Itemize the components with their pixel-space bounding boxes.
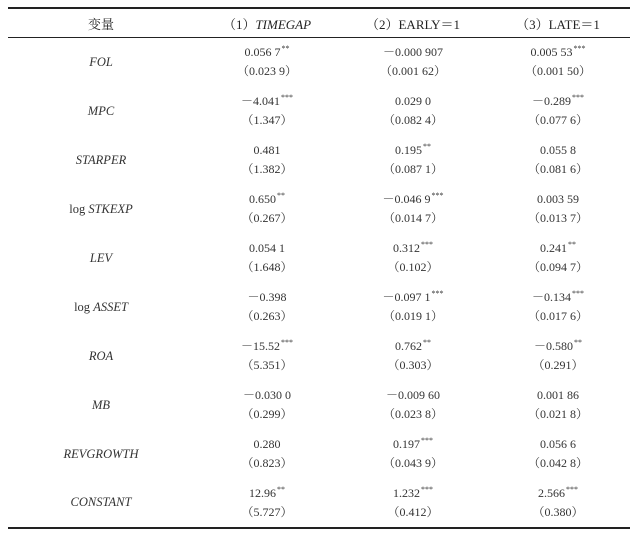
- variable-prefix: log: [69, 201, 89, 216]
- coefficient-line: [194, 435, 340, 454]
- standard-error: （0.094 7）: [527, 260, 588, 274]
- variable-name-cell: [8, 136, 194, 185]
- coefficient-line: [194, 92, 340, 111]
- estimate-cell-c2: [340, 332, 486, 381]
- variable-name: MPC: [87, 103, 115, 118]
- standard-error: （0.412）: [387, 504, 439, 519]
- significance-stars: ***: [281, 338, 293, 347]
- coefficient: －0.097 1: [382, 290, 431, 304]
- estimate-cell-c1: [194, 479, 340, 528]
- coefficient: 1.232: [393, 485, 420, 500]
- coefficient-line: [194, 239, 340, 258]
- coefficient: －0.046 9: [382, 192, 431, 206]
- coefficient: 0.762: [395, 339, 422, 353]
- estimate-cell-c2: [340, 381, 486, 430]
- estimate-cell-c2: [340, 38, 486, 87]
- significance-stars: ***: [421, 436, 433, 445]
- estimate-cell-c3: [486, 185, 630, 234]
- coefficient: 0.481: [253, 143, 281, 157]
- coefficient-line: [486, 239, 630, 258]
- significance-stars: **: [574, 338, 582, 347]
- coefficient: 0.056 6: [540, 437, 576, 451]
- coefficient-line: [194, 288, 340, 307]
- estimate-cell-c3: [486, 136, 630, 185]
- coefficient-line: [194, 386, 340, 405]
- coefficient-line: [194, 337, 340, 356]
- header-timegap-prefix: （1）: [222, 16, 256, 32]
- significance-stars: ***: [573, 44, 586, 54]
- coefficient-line: [486, 288, 630, 307]
- coefficient-line: [340, 141, 486, 160]
- standard-error: （1.347）: [241, 113, 293, 127]
- coefficient: 0.280: [253, 437, 281, 451]
- coefficient-line: [194, 484, 340, 503]
- variable-prefix: log: [74, 299, 94, 314]
- coefficient: 0.003 59: [537, 192, 579, 206]
- table-row: [8, 38, 630, 87]
- variable-name: REVGROWTH: [63, 446, 139, 461]
- estimate-cell-c2: [340, 136, 486, 185]
- variable-name-cell: [8, 38, 194, 87]
- variable-name: CONSTANT: [70, 495, 132, 509]
- estimate-cell-c3: [486, 283, 630, 332]
- estimate-cell-c3: [486, 381, 630, 430]
- estimate-cell-c2: [340, 283, 486, 332]
- estimate-cell-c1: [194, 38, 340, 87]
- coefficient: －0.134: [531, 290, 571, 304]
- estimate-cell-c2: [340, 234, 486, 283]
- variable-name: LEV: [89, 250, 113, 265]
- standard-error: （0.299）: [241, 407, 293, 421]
- estimate-cell-c3: [486, 332, 630, 381]
- coefficient: 0.001 86: [537, 388, 579, 402]
- variable-name-cell: [8, 430, 194, 479]
- regression-table-container: [8, 7, 630, 529]
- coefficient: 0.241: [540, 241, 567, 255]
- table-row: [8, 332, 630, 381]
- coefficient-line: [486, 43, 630, 62]
- variable-name-cell: [8, 381, 194, 430]
- standard-error: （0.081 6）: [527, 162, 588, 176]
- significance-stars: ***: [421, 484, 433, 494]
- standard-error: （0.380）: [532, 504, 584, 519]
- significance-stars: ***: [572, 93, 584, 102]
- coefficient-line: [486, 190, 630, 209]
- coefficient-line: [340, 239, 486, 258]
- standard-error: （0.013 7）: [527, 211, 588, 225]
- standard-error: （0.017 6）: [527, 309, 588, 323]
- standard-error: （0.823）: [241, 456, 293, 470]
- coefficient: 0.055 8: [540, 143, 576, 157]
- coefficient: －0.580: [533, 339, 573, 353]
- standard-error: （0.263）: [241, 309, 293, 323]
- coefficient-line: [340, 43, 486, 62]
- estimate-cell-c2: [340, 185, 486, 234]
- coefficient-line: [194, 43, 340, 62]
- standard-error: （0.023 8）: [382, 407, 443, 421]
- coefficient-line: [194, 190, 340, 209]
- standard-error: （0.077 6）: [527, 113, 588, 127]
- standard-error: （0.021 8）: [527, 407, 588, 421]
- variable-name: MB: [91, 397, 111, 412]
- table-row: [8, 479, 630, 528]
- coefficient: 0.312: [393, 241, 420, 255]
- significance-stars: ***: [431, 289, 444, 298]
- coefficient-line: [486, 386, 630, 405]
- variable-name-cell: [8, 87, 194, 136]
- coefficient-line: [340, 288, 486, 307]
- variable-name: FOL: [89, 54, 113, 69]
- significance-stars: ***: [572, 289, 584, 298]
- coefficient-line: [486, 92, 630, 111]
- table-row: [8, 381, 630, 430]
- variable-name-cell: [8, 234, 194, 283]
- header-variable: 变量: [87, 16, 114, 32]
- variable-name-cell: [8, 332, 194, 381]
- coefficient: －0.000 907: [382, 45, 443, 60]
- coefficient: 0.195: [395, 143, 422, 157]
- variable-name-cell: [8, 479, 194, 528]
- table-row: [8, 185, 630, 234]
- table-row: [8, 136, 630, 185]
- standard-error: （5.727）: [241, 504, 293, 519]
- standard-error: （0.001 50）: [524, 64, 591, 79]
- estimate-cell-c2: [340, 479, 486, 528]
- standard-error: （0.023 9）: [236, 64, 297, 79]
- coefficient-line: [486, 484, 630, 503]
- significance-stars: ***: [431, 191, 444, 200]
- coefficient: 0.029 0: [395, 94, 431, 108]
- table-header: [8, 8, 630, 38]
- coefficient-line: [486, 435, 630, 454]
- coefficient: 0.197: [393, 437, 420, 451]
- coefficient-line: [340, 92, 486, 111]
- header-early: （2）EARLY＝1: [365, 16, 461, 32]
- significance-stars: ***: [281, 93, 293, 102]
- estimate-cell-c1: [194, 381, 340, 430]
- variable-name: STKEXP: [88, 201, 133, 216]
- coefficient: 0.650: [249, 192, 276, 206]
- significance-stars: **: [423, 142, 431, 151]
- table-row: [8, 87, 630, 136]
- coefficient-line: [486, 337, 630, 356]
- regression-table: [8, 7, 630, 529]
- standard-error: （0.014 7）: [382, 211, 443, 225]
- variable-name: STARPER: [75, 152, 127, 167]
- coefficient-line: [340, 337, 486, 356]
- significance-stars: **: [568, 240, 576, 249]
- estimate-cell-c3: [486, 234, 630, 283]
- estimate-cell-c2: [340, 430, 486, 479]
- header-timegap-name: TIMEGAP: [255, 16, 312, 32]
- estimate-cell-c1: [194, 87, 340, 136]
- header-late: （3）LATE＝1: [516, 16, 600, 32]
- table-body: [8, 38, 630, 528]
- estimate-cell-c1: [194, 430, 340, 479]
- coefficient: 2.566: [538, 485, 565, 500]
- coefficient: －4.041: [240, 94, 280, 108]
- header-timegap: [194, 8, 340, 38]
- variable-name: ROA: [88, 348, 114, 363]
- coefficient: 12.96: [249, 485, 276, 500]
- estimate-cell-c3: [486, 430, 630, 479]
- estimate-cell-c2: [340, 87, 486, 136]
- significance-stars: **: [281, 44, 290, 54]
- standard-error: （1.382）: [241, 162, 293, 176]
- coefficient: －0.289: [531, 94, 571, 108]
- standard-error: （0.291）: [532, 358, 584, 372]
- coefficient: 0.005 53: [530, 45, 573, 60]
- significance-stars: **: [423, 338, 431, 347]
- estimate-cell-c1: [194, 234, 340, 283]
- coefficient: －15.52: [240, 339, 280, 353]
- standard-error: （0.082 4）: [382, 113, 443, 127]
- significance-stars: **: [277, 191, 285, 200]
- coefficient: －0.398: [247, 290, 287, 304]
- coefficient-line: [340, 386, 486, 405]
- estimate-cell-c1: [194, 136, 340, 185]
- estimate-cell-c3: [486, 479, 630, 528]
- standard-error: （5.351）: [241, 358, 293, 372]
- table-row: [8, 283, 630, 332]
- coefficient-line: [194, 141, 340, 160]
- table-row: [8, 234, 630, 283]
- variable-name-cell: [8, 283, 194, 332]
- variable-name-cell: [8, 185, 194, 234]
- coefficient-line: [340, 435, 486, 454]
- coefficient: 0.054 1: [249, 241, 285, 255]
- header-row: [8, 8, 630, 38]
- coefficient-line: [486, 141, 630, 160]
- standard-error: （0.087 1）: [382, 162, 443, 176]
- standard-error: （0.019 1）: [382, 309, 443, 323]
- coefficient: －0.030 0: [242, 388, 291, 402]
- coefficient: 0.056 7: [244, 45, 281, 60]
- estimate-cell-c3: [486, 87, 630, 136]
- standard-error: （0.043 9）: [382, 456, 443, 470]
- standard-error: （0.303）: [387, 358, 439, 372]
- standard-error: （0.042 8）: [527, 456, 588, 470]
- standard-error: （1.648）: [241, 260, 293, 274]
- estimate-cell-c3: [486, 38, 630, 87]
- table-row: [8, 430, 630, 479]
- coefficient: －0.009 60: [385, 388, 440, 402]
- estimate-cell-c1: [194, 185, 340, 234]
- coefficient-line: [340, 190, 486, 209]
- standard-error: （0.001 62）: [379, 64, 446, 79]
- significance-stars: ***: [566, 484, 578, 494]
- significance-stars: ***: [421, 240, 433, 249]
- standard-error: （0.267）: [241, 211, 293, 225]
- variable-name: ASSET: [93, 299, 128, 314]
- standard-error: （0.102）: [387, 260, 439, 274]
- estimate-cell-c1: [194, 332, 340, 381]
- estimate-cell-c1: [194, 283, 340, 332]
- significance-stars: **: [277, 484, 285, 494]
- coefficient-line: [340, 484, 486, 503]
